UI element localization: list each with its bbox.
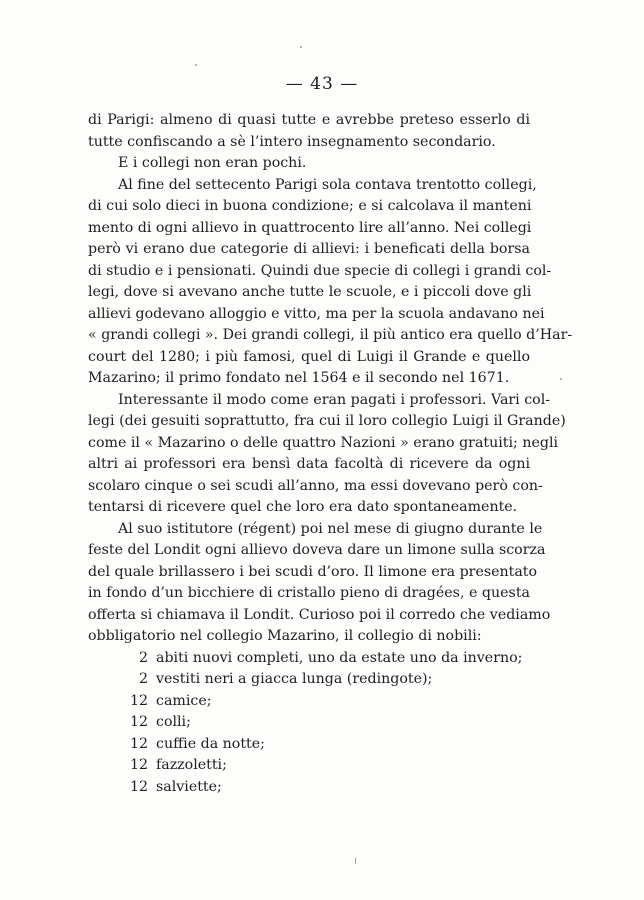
text-line: Mazarino; il primo fondato nel 1564 e il secondo nel 1671. (88, 370, 510, 386)
body-text (88, 110, 573, 798)
text-line: court del 1280; i più famosi, quel di Luigi il Grande e quello (88, 348, 530, 365)
paper-speck (195, 64, 197, 66)
list-item-text: cuffie da notte; (156, 735, 265, 752)
text-line: feste del Londit ogni allievo doveva dare un limone sulla scorza (88, 542, 546, 558)
text-line: Al fine del settecento Parigi sola contava trentotto collegi, (118, 176, 537, 193)
list-item (88, 734, 530, 756)
list-item-text: colli; (156, 714, 191, 730)
list-item-qty: 2 (138, 649, 148, 666)
text-line: Al suo istitutore (régent) poi nel mese di giugno durante le (118, 520, 543, 537)
text-line: « grandi collegi ». Dei grandi collegi, il più antico era quello d’Har- (88, 327, 573, 343)
paper-speck (355, 858, 356, 864)
text-line: mento di ogni allievo in quattrocento lire all’anno. Nei collegi (88, 219, 532, 236)
text-line: in fondo d’un bicchiere di cristallo pieno di dragées, e questa (88, 585, 530, 601)
list-item-qty: 12 (129, 714, 148, 730)
list-item-text: camice; (156, 692, 212, 709)
text-line: di Parigi: almeno di quasi tutte e avrebbe preteso esserlo di (88, 112, 530, 128)
list-item-qty: 12 (129, 692, 148, 709)
paper-speck (300, 46, 302, 48)
page-number: — 43 — (285, 74, 359, 94)
list-item-qty: 12 (129, 778, 148, 795)
list-item (88, 755, 530, 777)
text-line: obbligatorio nel collegio Mazarino, il collegio di nobili: (88, 628, 482, 644)
text-line: tentarsi di ricevere quel che loro era dato spontaneamente. (88, 499, 518, 515)
text-line: allievi godevano alloggio e vitto, ma per la scuola andavano nei (88, 305, 545, 322)
list-item-text: fazzoletti; (156, 757, 227, 773)
list-item (88, 777, 530, 799)
text-line: legi (dei gesuiti soprattutto, fra cui il loro collegio Luigi il Grande) (88, 413, 566, 429)
list-item-qty: 12 (129, 757, 148, 773)
list-item-text: vestiti neri a giacca lunga (redingote); (156, 671, 433, 687)
list-item (88, 648, 530, 670)
text-line: di cui solo dieci in buona condizione; e si calcolava il manteni (88, 198, 532, 214)
text-line: legi, dove si avevano anche tutte le scuole, e i piccoli dove gli (88, 284, 532, 300)
text-line: offerta si chiamava il Londit. Curioso poi il corredo che vediamo (88, 606, 551, 623)
list-item-text: salviette; (156, 778, 222, 795)
list-item (88, 691, 530, 713)
list-item (88, 712, 530, 734)
text-line: scolaro cinque o sei scudi all’anno, ma essi dovevano però con- (88, 477, 543, 494)
list-item-qty: 2 (138, 671, 148, 687)
text-line: di studio e i pensionati. Quindi due specie di collegi i grandi col- (88, 262, 552, 279)
list-item (88, 669, 530, 691)
text-line: E i collegi non eran pochi. (118, 155, 307, 171)
text-line: però vi erano due categorie di allievi: i beneficati della borsa (88, 241, 530, 257)
text-line: Interessante il modo come eran pagati i professori. Vari col- (118, 391, 551, 408)
list-item-qty: 12 (129, 735, 148, 752)
list-item-text: abiti nuovi completi, uno da estate uno da inverno; (156, 649, 523, 666)
paper-speck (560, 378, 562, 380)
text-line: altri ai professori era bensì data facoltà di ricevere da ogni (88, 456, 530, 472)
text-line: tutte confiscando a sè l’intero insegnamento secondario. (88, 133, 496, 150)
text-line: come il « Mazarino o delle quattro Nazioni » erano gratuiti; negli (88, 434, 559, 451)
text-line: del quale brillassero i bei scudi d’oro. Il limone era presentato (88, 563, 538, 580)
